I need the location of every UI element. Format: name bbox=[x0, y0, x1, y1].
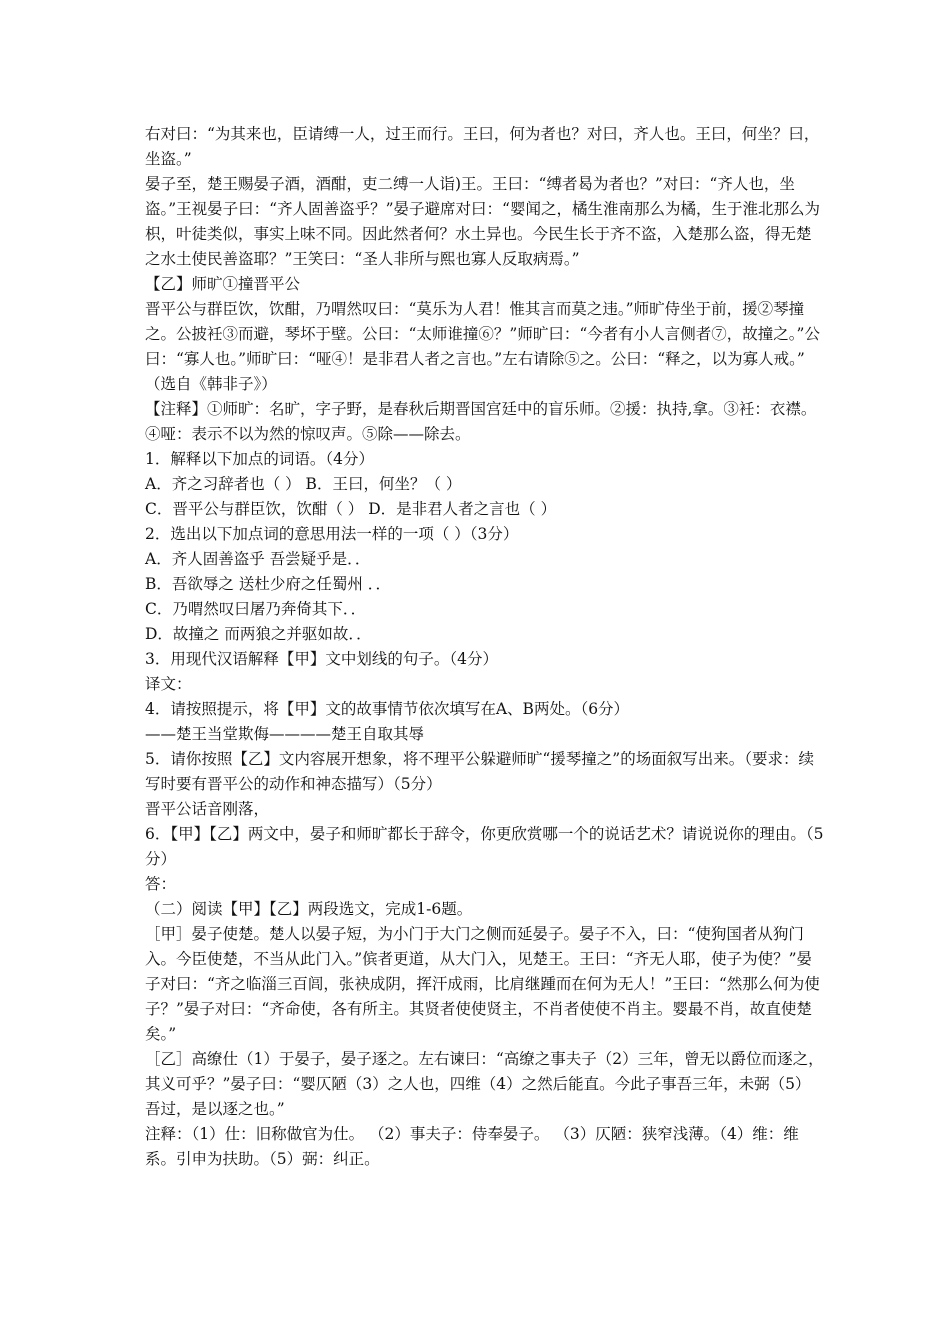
section-2-text-jia: ［甲］晏子使楚。楚人以晏子短，为小门于大门之侧而延晏子。晏子不入，曰：“使狗国者从狗门入。今臣使楚，不当从此门入。”傧者更道，从大门入，见楚王。王曰：“齐无人耶，使子为使？”晏子对曰：“齐之临淄三百闾，张袂成阴，挥汗成雨，比肩继踵而在何为无人！”王曰：“然那么何为使子？”晏子对曰：“齐命使，各有所主。其贤者使使贤主，不肖者使使不肖主。婴最不肖，故直使楚矣。” bbox=[145, 925, 820, 1043]
text-yi-passage: 晋平公与群臣饮，饮酣，乃喟然叹曰：“莫乐为人君！惟其言而莫之违。”师旷侍坐于前，援②琴撞之。公披衽③而避，琴坏于壁。公曰：“太师谁撞⑥？”师旷曰：“今者有小人言侧者⑦，故撞之。”公曰：“寡人也。”师旷曰：“哑④！是非君人者之言也。”左右请除⑤之。公曰：“释之，以为寡人戒。” bbox=[145, 300, 820, 368]
document-body bbox=[145, 122, 825, 1172]
text-passage-jia-ending: 右对曰：“为其来也，臣请缚一人，过王而行。王曰，何为者也？对曰，齐人也。王曰，何坐？曰，坐盗。” bbox=[145, 125, 820, 168]
text-passage-jia-feast: 晏子至，楚王赐晏子酒，酒酣，吏二缚一人诣)王。王曰：“缚者曷为者也？”对曰：“齐人也，坐盗。”王视晏子曰：“齐人固善盗乎？”晏子避席对曰：“婴闻之，橘生淮南那么为橘，生于淮北那么为枳，叶徒类似，事实上味不同。因此然者何？水土异也。今民生长于齐不盗，入楚那么盗，得无楚之水土使民善盗耶？”王笑曰：“圣人非所与熙也寡人反取病焉。” bbox=[145, 175, 820, 268]
question-2: 2．选出以下加点词的意思用法一样的一项（ ）（3分） bbox=[145, 525, 519, 543]
question-1: 1．解释以下加点的词语。（4分） bbox=[145, 450, 374, 468]
question-1-option-cd: C．晋平公与群臣饮，饮酣（ ） D．是非君人者之言也（ ） bbox=[145, 500, 557, 518]
question-2-option-a: A．齐人固善盗乎 吾尝疑乎是．． bbox=[145, 550, 371, 568]
question-6: 6．【甲】【乙】两文中，晏子和师旷都长于辞令，你更欣赏哪一个的说话艺术？请说说你的理由。（5分） bbox=[145, 825, 824, 868]
section-2-text-yi: ［乙］高缭仕（1）于晏子，晏子逐之。左右谏曰：“高缭之事夫子（2）三年，曾无以爵位而逐之，其义可乎？”晏子曰：“婴仄陋（3）之人也，四维（4）之然后能直。今此子事吾三年，未弼（5）吾过，是以逐之也。” bbox=[145, 1050, 824, 1118]
question-4: 4．请按照提示，将【甲】文的故事情节依次填写在A、B两处。（6分） bbox=[145, 700, 630, 718]
question-5: 5．请你按照【乙】文内容展开想象，将不理平公躲避师旷“援琴撞之”的场面叙写出来。（要求：续写时要有晋平公的动作和神态描写）（5分） bbox=[145, 750, 814, 793]
text-yi-title: 【乙】师旷①撞晋平公 bbox=[145, 275, 301, 293]
question-2-option-d: D．故撞之 而两狼之并驱如故．． bbox=[145, 625, 372, 643]
question-3: 3．用现代汉语解释【甲】文中划线的句子。（4分） bbox=[145, 650, 498, 668]
text-yi-source: （选自《韩非子》） bbox=[145, 375, 277, 393]
question-4-plot-hint: ——楚王当堂欺侮————楚王自取其辱 bbox=[145, 725, 425, 743]
question-6-answer-label: 答： bbox=[145, 875, 177, 893]
question-2-option-b: B．吾欲辱之 送杜少府之任蜀州 ．． bbox=[145, 575, 391, 593]
question-2-option-c: C．乃喟然叹曰屠乃奔倚其下．． bbox=[145, 600, 367, 618]
section-2-notes: 注释：（1）仕：旧称做官为仕。 （2）事夫子：侍奉晏子。 （3）仄陋：狭窄浅薄。（4）维：维系。引申为扶助。（5）弼：纠正。 bbox=[145, 1125, 799, 1168]
text-yi-notes: 【注释】①师旷：名旷，字子野，是春秋后期晋国宫廷中的盲乐师。②援：执持,拿。③衽：衣襟。④哑：表示不以为然的惊叹声。⑤除——除去。 bbox=[145, 400, 817, 443]
question-3-answer-label: 译文： bbox=[145, 675, 192, 693]
question-1-option-ab: A．齐之习辞者也（ ） B．王曰，何坐？（ ） bbox=[145, 475, 462, 493]
section-2-heading: （二）阅读【甲】【乙】两段选文，完成1-6题。 bbox=[145, 900, 473, 918]
question-5-start: 晋平公话音刚落， bbox=[145, 800, 270, 818]
